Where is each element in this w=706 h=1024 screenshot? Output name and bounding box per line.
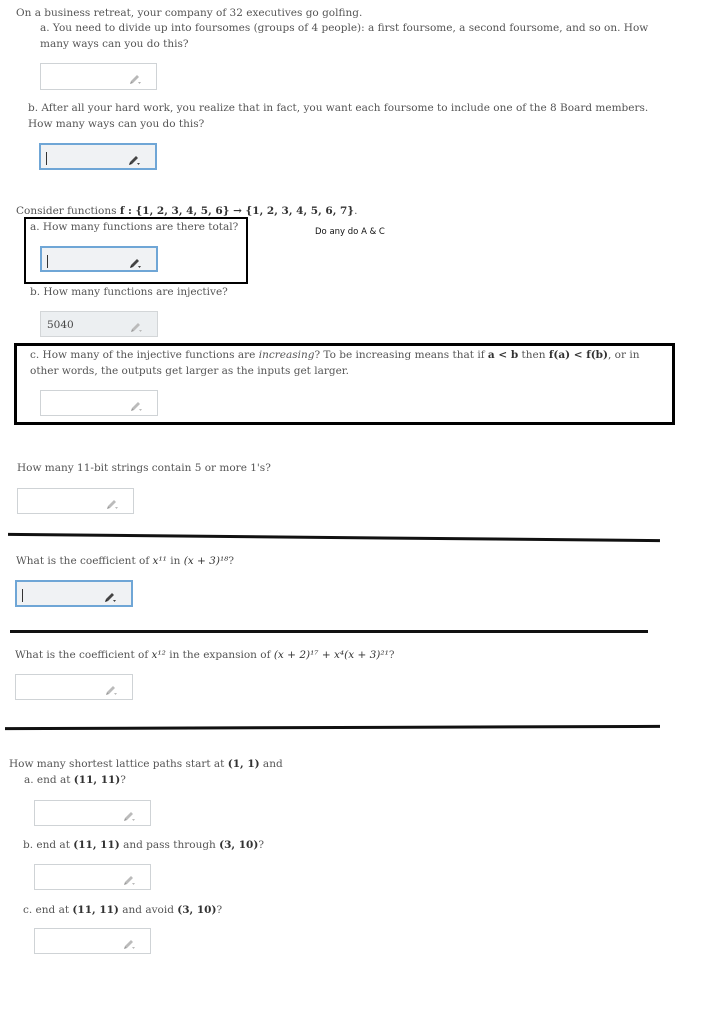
text-caret [46, 152, 47, 165]
q2a-answer-input[interactable] [40, 246, 158, 272]
q5-answer-input[interactable] [15, 674, 133, 700]
pencil-icon[interactable] [104, 683, 118, 695]
q1a-text: a. You need to divide up into foursomes (groups of 4 people): a first foursome, a second foursome, and so on. How many ways can you do this? [40, 22, 649, 50]
handwritten-note: Do any do A & C [315, 227, 385, 237]
q1b-text: b. After all your hard work, you realize that in fact, you want each foursome to include one of the 8 Board members. How many ways can you do this? [28, 102, 649, 130]
q1-intro: On a business retreat, your company of 32 executives go golfing. [16, 7, 363, 19]
q2b-answer-value: 5040 [47, 319, 74, 331]
q2c-text: c. How many of the injective functions are increasing? To be increasing means that if a < b then f(a) < f(b), or in other words, the outputs get larger as the inputs get larger. [30, 349, 640, 377]
pencil-icon[interactable] [103, 590, 117, 602]
divider-line [8, 533, 660, 542]
q5-text: What is the coefficient of x¹² in the expansion of (x + 2)¹⁷ + x⁴(x + 3)²¹? [15, 649, 395, 661]
pencil-icon[interactable] [128, 256, 142, 268]
q2a-text: a. How many functions are there total? [30, 221, 239, 233]
q4-text: What is the coefficient of x¹¹ in (x + 3)¹⁸? [16, 555, 235, 567]
q2b-answer-input[interactable] [40, 311, 158, 337]
q6a-answer-input[interactable] [34, 800, 151, 826]
pencil-icon[interactable] [105, 497, 119, 509]
text-caret [47, 255, 48, 268]
pencil-icon[interactable] [129, 320, 143, 332]
pencil-icon[interactable] [128, 72, 142, 84]
q2c-answer-input[interactable] [40, 390, 158, 416]
q6c-answer-input[interactable] [34, 928, 151, 954]
q6c-text: c. end at (11, 11) and avoid (3, 10)? [23, 904, 223, 916]
q1b-answer-input[interactable] [39, 143, 157, 170]
q6b-answer-input[interactable] [34, 864, 151, 890]
divider-line [10, 630, 648, 633]
q6b-text: b. end at (11, 11) and pass through (3, 10)? [23, 839, 264, 851]
divider-line [5, 725, 660, 730]
q2b-text: b. How many functions are injective? [30, 286, 228, 298]
text-caret [22, 589, 23, 602]
q6a-text: a. end at (11, 11)? [24, 774, 126, 786]
pencil-icon[interactable] [122, 809, 136, 821]
q3-answer-input[interactable] [17, 488, 134, 514]
pencil-icon[interactable] [122, 873, 136, 885]
pencil-icon[interactable] [129, 399, 143, 411]
q1a-answer-input[interactable] [40, 63, 157, 90]
q6-intro: How many shortest lattice paths start at (1, 1) and [9, 758, 283, 770]
q2-intro: Consider functions f : {1, 2, 3, 4, 5, 6} → {1, 2, 3, 4, 5, 6, 7}. [16, 205, 358, 217]
pencil-icon[interactable] [122, 937, 136, 949]
q3-text: How many 11-bit strings contain 5 or more 1's? [17, 462, 271, 474]
q4-answer-input[interactable] [15, 580, 133, 607]
pencil-icon[interactable] [127, 153, 141, 165]
